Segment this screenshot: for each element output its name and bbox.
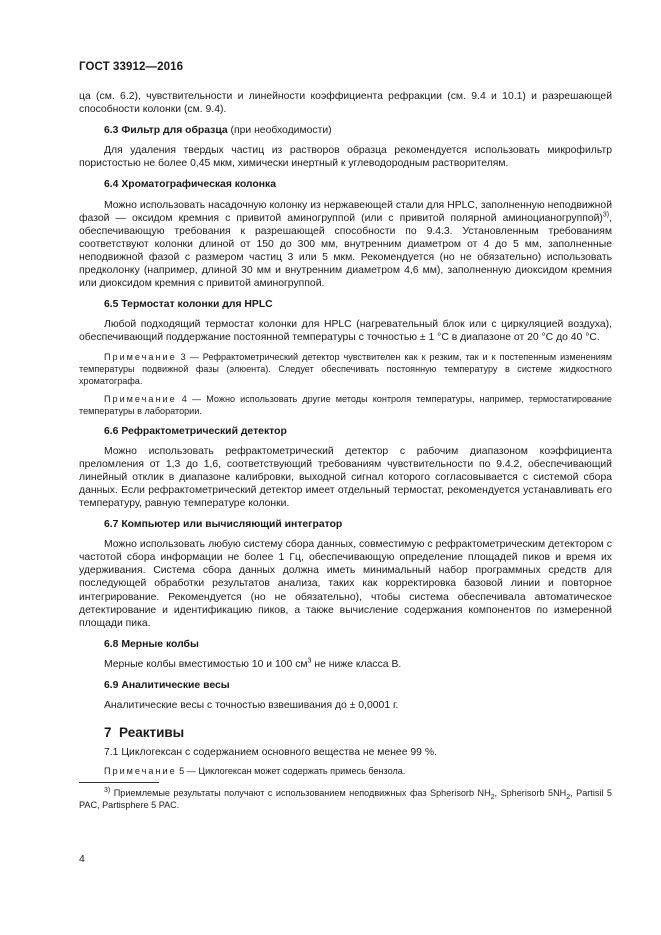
section-title: Рефрактометрический детектор [121,425,287,437]
note-text: 3 — Рефрактометрический детектор чувствителен как к резким, так и к постепенным изменениям температуры подвижной фазы (элюента). Следует обеспечивать постоянную температуру в системе жидкостного хроматографа. [79,351,612,386]
section-title: Фильтр для образца [121,125,228,137]
footnote-mark: 3) [104,787,111,795]
section-6-3-heading [79,124,612,137]
section-title: Термостат колонки для HPLC [121,299,273,311]
section-title: Реактивы [119,725,185,741]
section-7-heading [79,726,612,739]
note-4 [79,393,612,417]
section-number: 7 [104,725,112,741]
intro-paragraph: ца (см. 6.2), чувствительности и линейности коэффициента рефракции (см. 9.4 и 10.1) и разрешающей способности колонки (см. 9.4). [79,91,612,116]
body-text: Мерные колбы вместимостью 10 и 100 см [104,658,308,670]
note-3 [79,351,612,387]
footnote-text: , Partisil 5 PAC, Partisphere 5 PAC. [79,788,612,811]
section-title-suffix: (при необходимости) [227,125,332,137]
body-text: не ниже класса В. [311,658,402,670]
section-6-9-heading [79,679,612,692]
section-6-9-body: Аналитические весы с точностью взвешивания до ± 0,0001 г. [104,700,399,712]
body-text: , обеспечивающую требования к разрешающей способности по 9.4.3. Установленным требованиям соответствуют колонки длиной от 150 до 300 мм, внутренним диаметром от 4 до 5 мм, заполненные неподвижной фазой с размером частиц 3 или 5 мкм. Рекомендуется (но не обязательно) использовать предколонку (например, длиной 30 мм и внутренним диаметром 4,6 мм), заполненную диоксидом кремния или диоксидом кремния с привитой аминогруппой. [79,212,612,290]
section-title: Аналитические весы [121,680,230,691]
section-6-4-body [79,199,612,291]
note-text: 5 — Циклогексан может содержать примесь бензола. [176,766,406,777]
document-body [79,90,612,811]
section-6-5-heading [79,298,612,311]
section-6-4-heading [79,178,612,191]
footnote-3 [79,787,612,811]
note-label: Примечание [104,393,177,404]
document-header: ГОСТ 33912—2016 [79,61,184,73]
section-number: 6.8 [104,638,119,650]
section-6-5-body: Любой подходящий термостат колонки для HPLC (нагревательный блок или с циркуляцией воздуха), обеспечивающий поддержание постоянной температуры с точностью ± 1 °С в диапазоне от 20 °С до 40 °С. [79,319,612,344]
item-7-1: 7.1 Циклогексан с содержанием основного вещества не менее 99 %. [104,747,437,759]
section-title: Мерные колбы [121,638,199,650]
section-number: 6.3 [104,125,119,137]
superscript: 3 [307,657,312,665]
section-number: 6.7 [104,519,119,531]
section-title: Хроматографическая колонка [121,179,276,191]
note-label: Примечание [104,766,177,777]
page-number: 4 [79,854,85,865]
section-6-7-body: Можно использовать любую систему сбора данных, совместимую с рефрактометрическим детектором с частотой сбора информации не более 1 Гц, обеспечивающую определение площадей пиков и время их удерживания. Система сбора данных должна иметь минимальный набор программных средств для последующей обработки результатов анализа, таких как корректировка базовой линии и повторное интегрирование. Рекомендуется (но не обязательно), чтобы система обеспечивала автоматическое детектирование и идентификацию пиков, а также вычисление содержания компонентов по измеренной площади пика. [79,539,612,629]
section-6-8-heading [79,638,612,651]
section-title: Компьютер или вычисляющий интегратор [121,519,343,531]
section-6-6-body: Можно использовать рефрактометрический детектор с рабочим диапазоном коэффициента преломления от 1,3 до 1,6, соответствующий требованиям чувствительности по 9.4.2, обеспечивающий линейный отклик в диапазоне калибровки, выходной сигнал которого согласовывается с системой сбора данных. Если рефрактометрический детектор имеет отдельный термостат, рекомендуется устанавливать его температуру, равную температуре колонки. [79,445,612,509]
note-5 [79,765,612,777]
section-number: 6.4 [104,179,119,191]
section-6-3-body: Для удаления твердых частиц из растворов образца рекомендуется использовать микрофильтр пористостью не более 0,45 мкм, химически инертный к углеводородным растворителям. [79,145,612,170]
section-6-7-heading [79,518,612,531]
footnote-text: Приемлемые результаты получают с использованием неподвижных фаз Spherisorb NH [110,788,491,799]
footnote-divider [79,782,159,783]
section-number: 6.9 [104,680,119,691]
subscript: 2 [490,794,495,802]
section-6-6-heading [79,425,612,438]
footnote-text: , Spherisorb 5NH [494,788,567,799]
section-number: 6.5 [104,299,119,311]
note-text: 4 — Можно использовать другие методы контроля температуры, например, термостатирование температуры в лаборатории. [79,393,612,416]
section-number: 6.6 [104,425,119,437]
section-6-8-body [79,658,612,671]
footnote-reference: 3) [602,211,610,219]
subscript: 2 [566,794,571,802]
body-text: Можно использовать насадочную колонку из нержавеющей стали для HPLC, заполненную неподвижной фазой — оксидом кремния с привитой аминогруппой (или с привитой полярной аминоцианогруппой) [79,199,612,224]
note-label: Примечание [104,351,177,362]
